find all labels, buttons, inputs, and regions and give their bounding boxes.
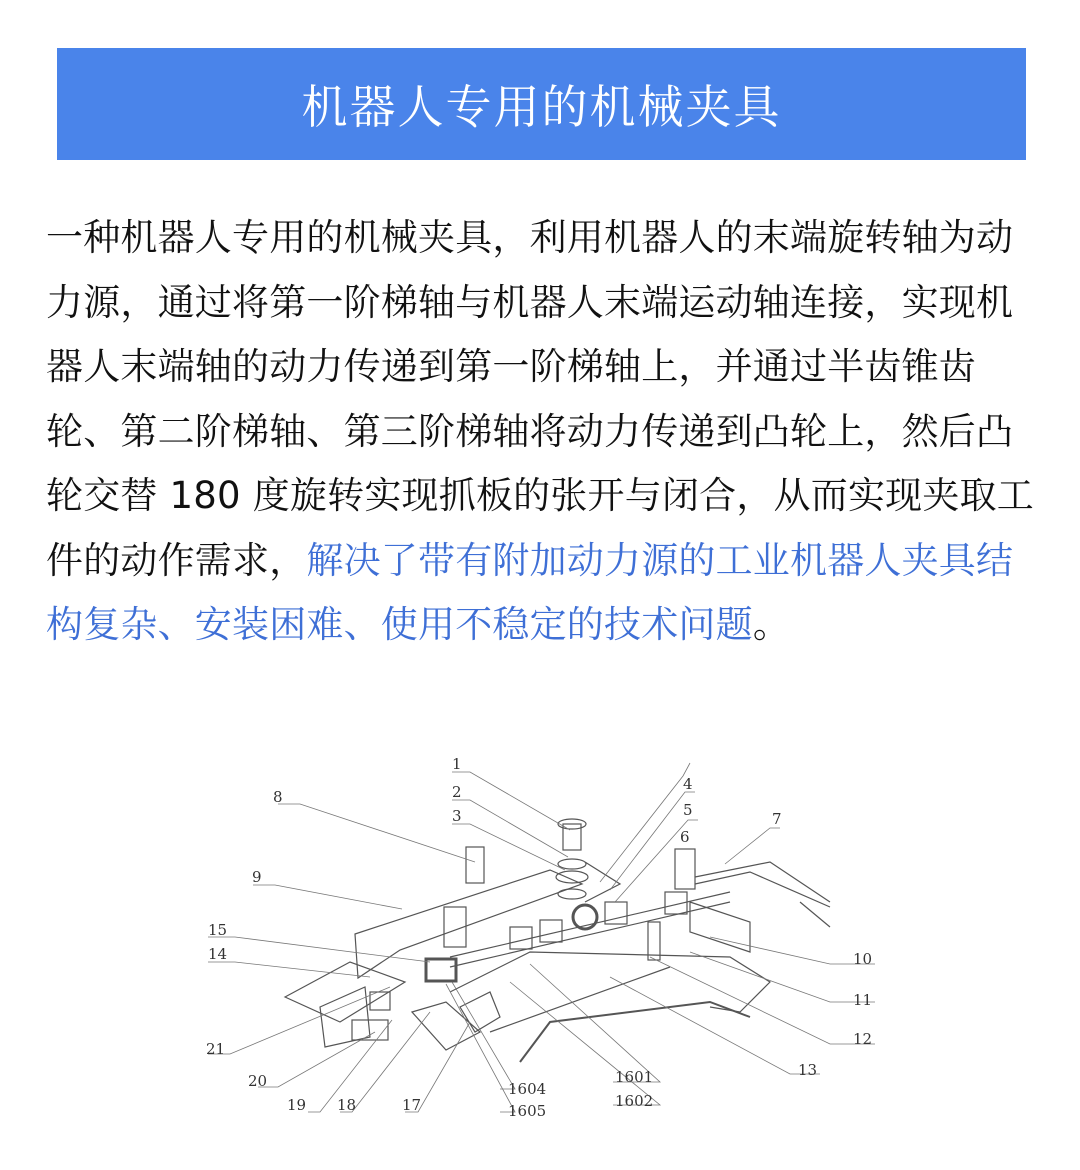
part-label: 5: [683, 801, 693, 819]
diagram-drawing: [190, 752, 890, 1132]
part-label: 8: [273, 788, 283, 806]
description-end: 。: [752, 603, 791, 646]
part-label: 21: [206, 1040, 226, 1058]
part-label: 10: [853, 950, 873, 968]
part-label: 1604: [508, 1080, 547, 1098]
part-label: 7: [772, 810, 782, 828]
part-label: 2: [452, 783, 462, 801]
part-label: 19: [287, 1096, 307, 1114]
part-label: 13: [798, 1061, 818, 1079]
part-label: 20: [248, 1072, 268, 1090]
title-banner: [57, 48, 1026, 160]
part-label: 15: [208, 921, 228, 939]
diagram-part-labels: [206, 755, 872, 1120]
part-label: 1605: [508, 1102, 547, 1120]
exploded-assembly-diagram: [190, 752, 890, 1132]
part-label: 12: [853, 1030, 873, 1048]
part-label: 18: [337, 1096, 357, 1114]
page-title: 机器人专用的机械夹具: [301, 80, 782, 134]
part-label: 6: [680, 828, 690, 846]
part-label: 1601: [615, 1068, 654, 1086]
part-label: 3: [452, 807, 462, 825]
description-highlight: 解决了带有附加动力源的工业机器人夹具结构复杂、安装困难、使用不稳定的技术问题: [46, 538, 1014, 646]
part-label: 11: [853, 991, 873, 1009]
part-label: 9: [252, 868, 262, 886]
description-paragraph: [46, 206, 1038, 658]
part-label: 4: [683, 775, 693, 793]
description-plain: 一种机器人专用的机械夹具，利用机器人的末端旋转轴为动力源，通过将第一阶梯轴与机器人末端运动轴连接，实现机器人末端轴的动力传递到第一阶梯轴上，并通过半齿锥齿轮、第二阶梯轴、第三阶梯轴将动力传递到凸轮上，然后凸轮交替 180 度旋转实现抓板的张开与闭合，从而实现夹取工件的动作需求，: [46, 216, 1034, 582]
part-label: 17: [402, 1096, 422, 1114]
part-label: 14: [208, 945, 228, 963]
part-label: 1: [452, 755, 462, 773]
part-label: 1602: [615, 1092, 654, 1110]
